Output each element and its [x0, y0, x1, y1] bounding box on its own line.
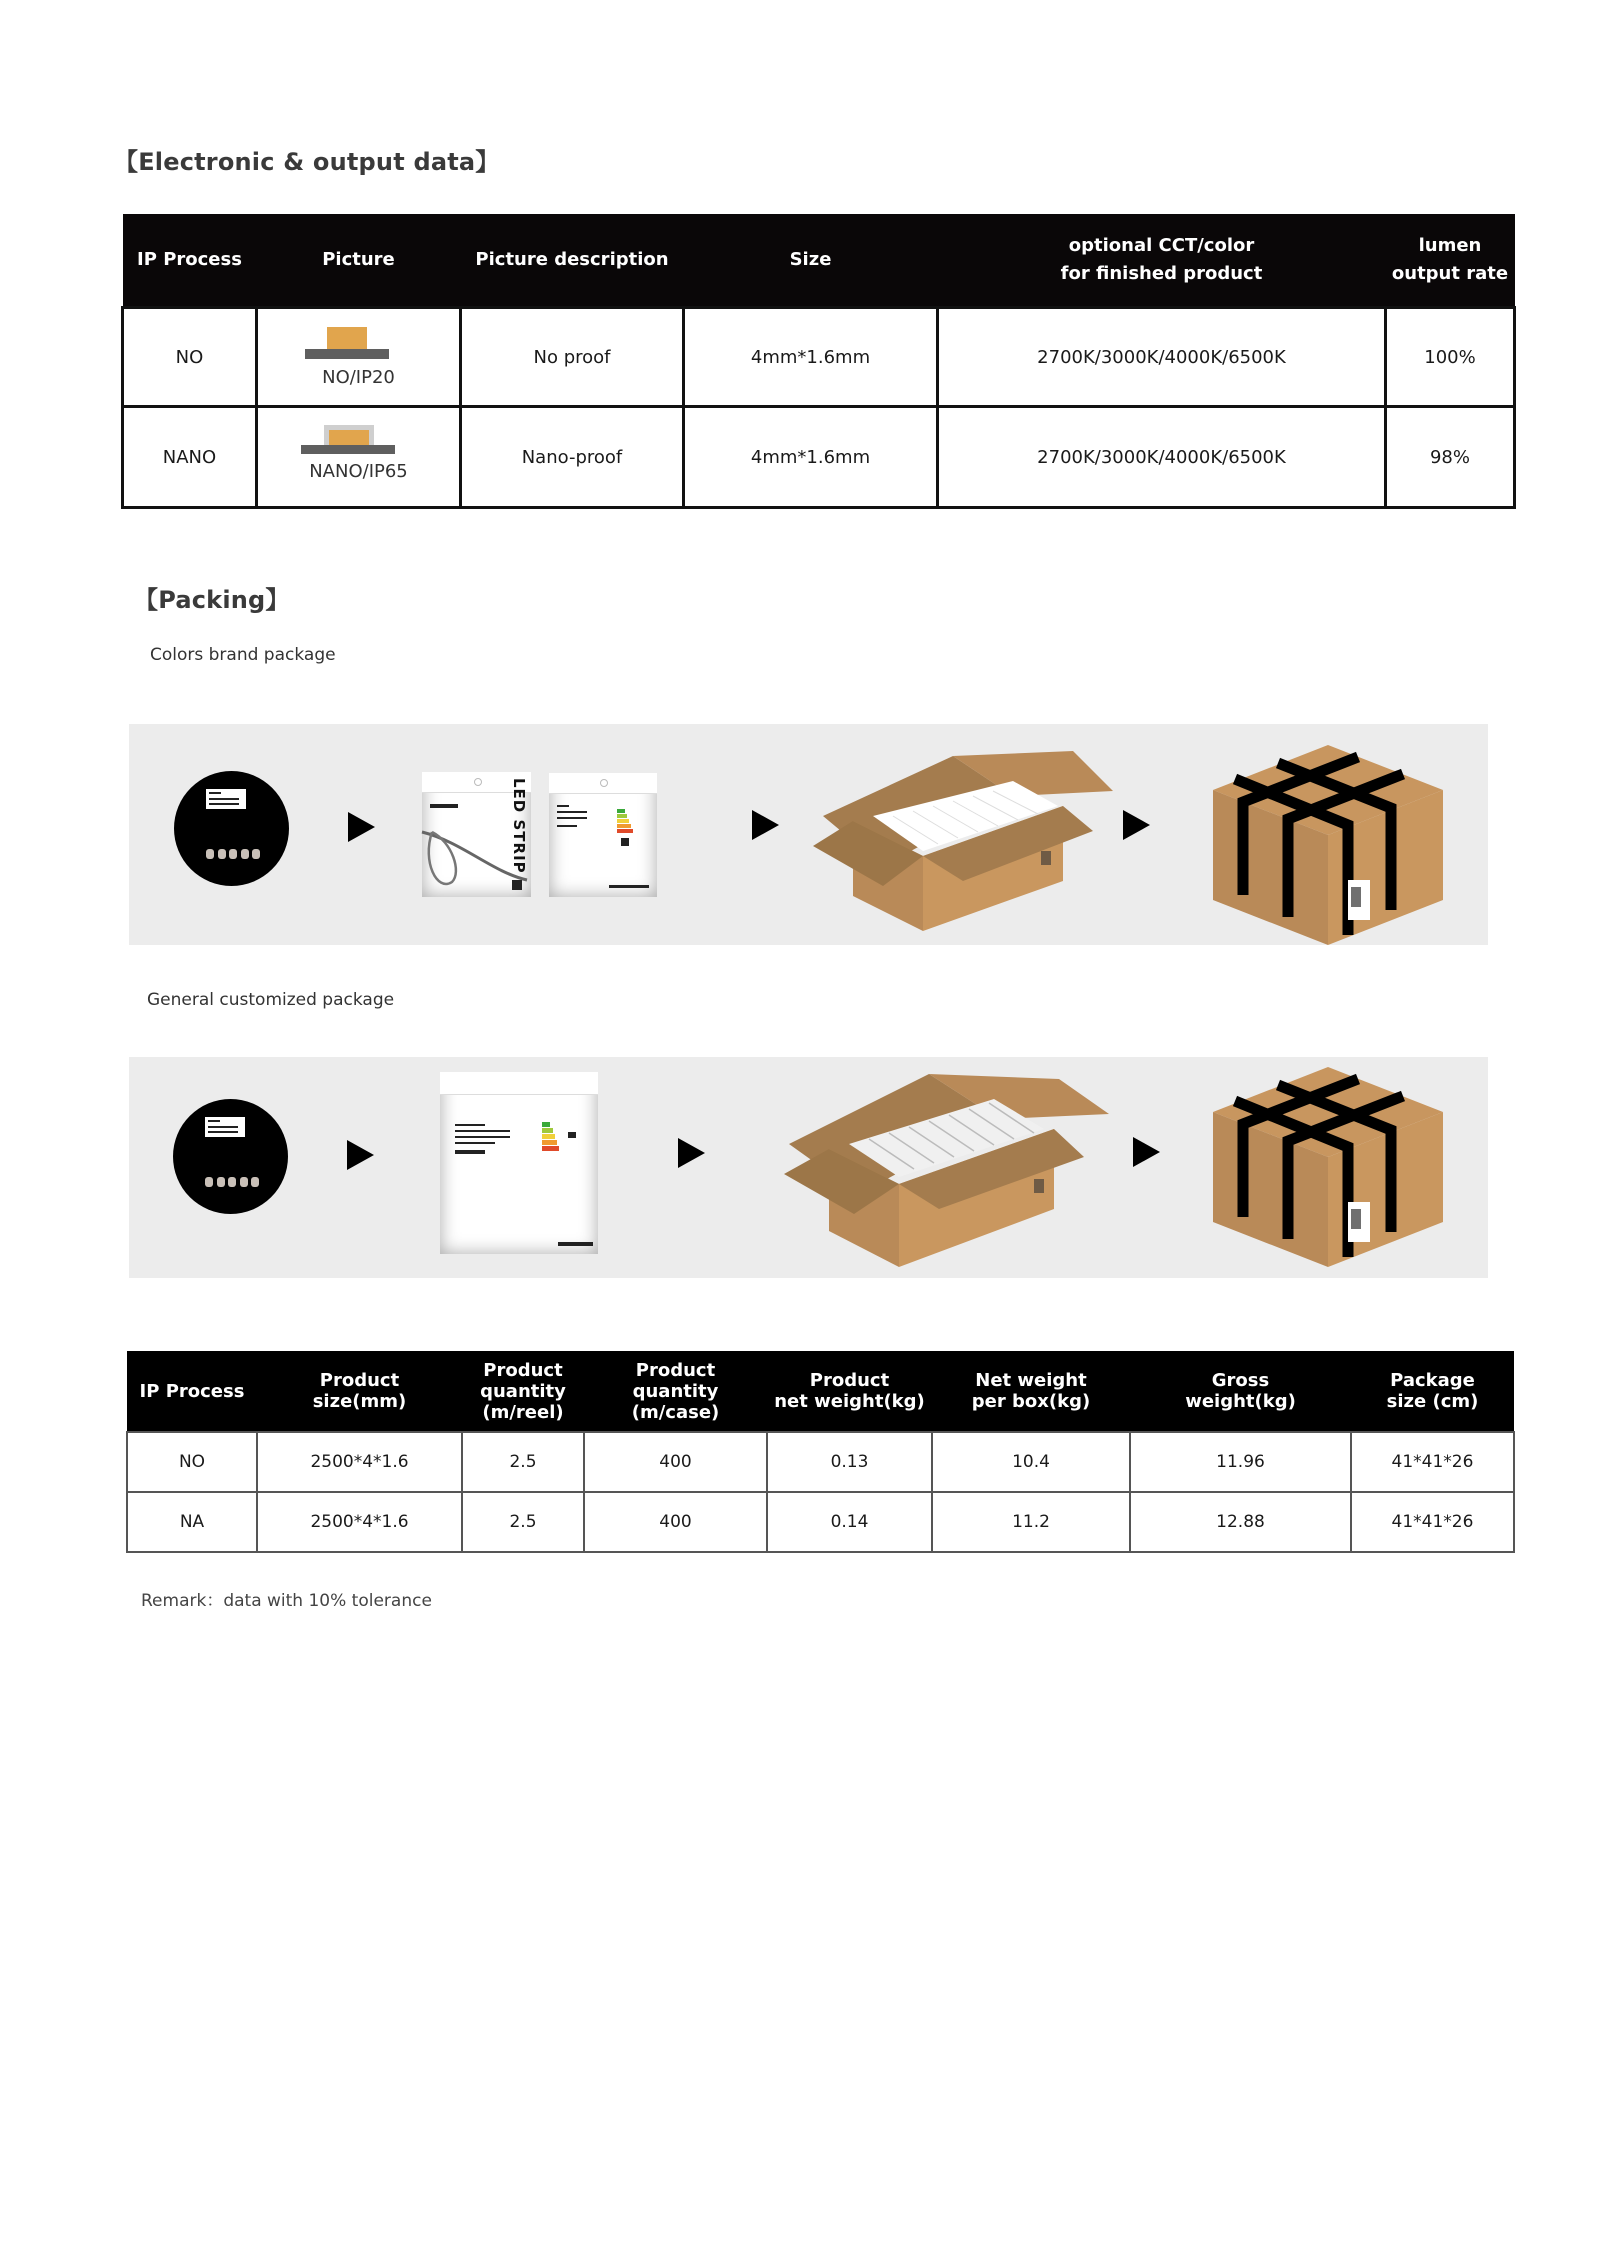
header-lumen: [1386, 214, 1515, 308]
cell-size: 2500*4*1.6: [257, 1432, 462, 1492]
pack-led-strip-text: LED STRIP: [510, 778, 528, 874]
header-net-per-box: [932, 1351, 1130, 1432]
general-customized-package-label: General customized package: [147, 990, 395, 1010]
cell-per-case: 400: [584, 1432, 767, 1492]
cell-size: 4mm*1.6mm: [684, 407, 938, 508]
table-row: [123, 407, 1515, 508]
header-text: Product: [319, 1370, 400, 1391]
table-header-row: [127, 1351, 1514, 1432]
header-text: size (cm): [1386, 1391, 1479, 1412]
sealed-carton-icon: [1213, 745, 1443, 945]
header-package-size: [1351, 1351, 1514, 1432]
header-size: Size: [684, 214, 938, 308]
header-cct: [938, 214, 1386, 308]
header-text: quantity: [480, 1380, 566, 1402]
table-header-row: [123, 214, 1515, 308]
cell-size: 4mm*1.6mm: [684, 308, 938, 407]
cell-per-reel: 2.5: [462, 1492, 584, 1552]
customized-bag-icon: [440, 1072, 598, 1254]
header-text: Product: [635, 1359, 716, 1381]
cell-per-reel: 2.5: [462, 1432, 584, 1492]
remark-text: Remark：data with 10% tolerance: [141, 1591, 432, 1611]
led-strip-bag-back-icon: [549, 773, 657, 897]
cell-package: 41*41*26: [1351, 1432, 1514, 1492]
header-text: Net weight: [975, 1370, 1087, 1391]
header-text: Product: [483, 1359, 563, 1381]
reel-icon: [174, 771, 289, 886]
open-carton-with-bags-icon: [779, 1069, 1119, 1269]
picture-label: NANO/IP65: [309, 461, 408, 482]
cell-net-per-box: 11.2: [932, 1492, 1130, 1552]
cell-net-weight: 0.14: [767, 1492, 932, 1552]
header-text: Gross: [1211, 1370, 1270, 1391]
reel-label-sticker: [206, 789, 246, 809]
cell-ip: NANO: [123, 407, 257, 508]
sealed-carton-icon: [1213, 1067, 1443, 1267]
general-customized-package-flow: [129, 1057, 1488, 1278]
cell-picture: [257, 407, 461, 508]
header-ip-process: IP Process: [123, 214, 257, 308]
led-chip-nano-coating-picture: [258, 409, 459, 505]
cell-net-weight: 0.13: [767, 1432, 932, 1492]
electronic-output-table: [121, 214, 1516, 509]
section-title-packing: 【Packing】: [134, 586, 290, 614]
header-text: size(mm): [312, 1391, 407, 1412]
cell-description: Nano-proof: [461, 407, 684, 508]
reel-icon: [173, 1099, 288, 1214]
cell-lumen: 98%: [1386, 407, 1515, 508]
cell-lumen: 100%: [1386, 308, 1515, 407]
cell-per-case: 400: [584, 1492, 767, 1552]
cell-gross: 11.96: [1130, 1432, 1351, 1492]
cell-picture: [257, 308, 461, 407]
reel-label-sticker: [205, 1117, 245, 1137]
certification-icons: [205, 1177, 259, 1189]
cell-ip: NA: [127, 1492, 257, 1552]
cell-package: 41*41*26: [1351, 1492, 1514, 1552]
open-carton-with-bags-icon: [813, 746, 1123, 936]
packing-table: [126, 1351, 1515, 1553]
cell-ip: NO: [123, 308, 257, 407]
led-strip-bag-front-icon: [422, 772, 531, 897]
pcb-base-icon: [301, 445, 395, 454]
header-gross-weight: [1130, 1351, 1351, 1432]
colors-brand-package-label: Colors brand package: [150, 645, 336, 665]
header-text: net weight(kg): [774, 1391, 925, 1412]
header-lumen-line1: lumen: [1418, 235, 1482, 256]
cell-net-per-box: 10.4: [932, 1432, 1130, 1492]
header-picture-description: Picture description: [461, 214, 684, 308]
cell-ip: NO: [127, 1432, 257, 1492]
section-title-electronic: 【Electronic & output data】: [114, 148, 500, 176]
table-row: [127, 1432, 1514, 1492]
cell-cct: 2700K/3000K/4000K/6500K: [938, 308, 1386, 407]
arrow-right-icon: [348, 812, 375, 842]
arrow-right-icon: [1133, 1137, 1160, 1167]
header-net-weight: [767, 1351, 932, 1432]
colors-brand-package-flow: [129, 724, 1488, 945]
arrow-right-icon: [347, 1140, 374, 1170]
certification-icons: [206, 849, 260, 861]
led-chip-icon: [329, 430, 369, 445]
picture-label: NO/IP20: [322, 367, 395, 388]
header-text: IP Process: [139, 1380, 245, 1402]
header-product-size: [257, 1351, 462, 1432]
led-chip-no-coating-picture: [258, 309, 459, 405]
header-text: per box(kg): [971, 1391, 1091, 1412]
table-row: [127, 1492, 1514, 1552]
pcb-base-icon: [305, 349, 389, 359]
cell-gross: 12.88: [1130, 1492, 1351, 1552]
header-text: (m/case): [631, 1401, 720, 1423]
header-ip-process: [127, 1351, 257, 1432]
cell-description: No proof: [461, 308, 684, 407]
header-lumen-line2: output rate: [1391, 263, 1509, 284]
cell-size: 2500*4*1.6: [257, 1492, 462, 1552]
header-text: Product: [809, 1370, 890, 1391]
header-picture: Picture: [257, 214, 461, 308]
header-text: Package: [1390, 1370, 1475, 1391]
header-text: weight(kg): [1185, 1391, 1296, 1412]
header-text: quantity: [632, 1380, 719, 1402]
table-row: [123, 308, 1515, 407]
led-chip-icon: [327, 327, 367, 349]
cell-cct: 2700K/3000K/4000K/6500K: [938, 407, 1386, 508]
header-quantity-reel: [462, 1351, 584, 1432]
header-cct-line2: for finished product: [1060, 263, 1263, 284]
header-text: (m/reel): [482, 1401, 564, 1423]
header-cct-line1: optional CCT/color: [1068, 235, 1255, 256]
arrow-right-icon: [1123, 810, 1150, 840]
arrow-right-icon: [752, 810, 779, 840]
arrow-right-icon: [678, 1138, 705, 1168]
header-quantity-case: [584, 1351, 767, 1432]
